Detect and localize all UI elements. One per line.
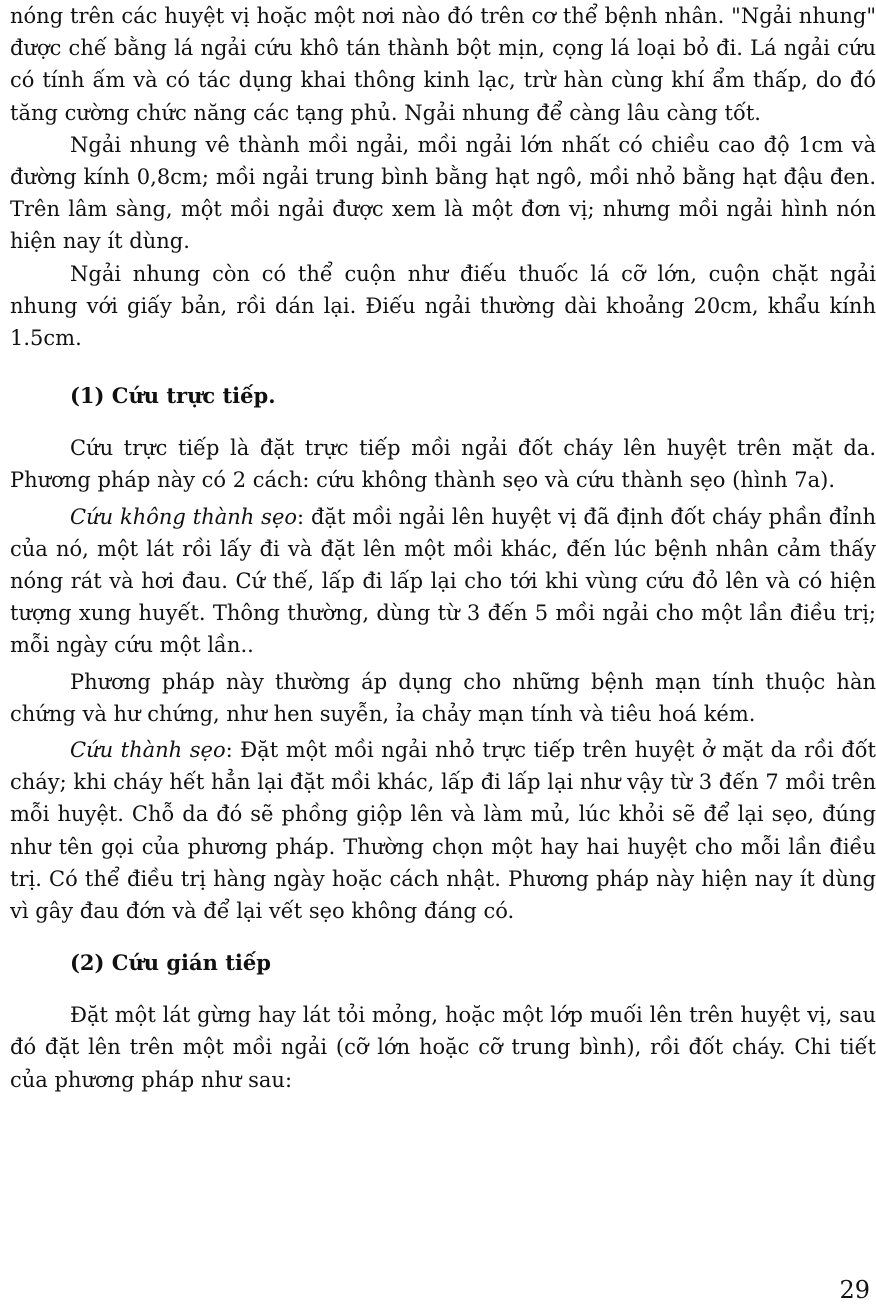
paragraph-dieu-ngai: Ngải nhung còn có thể cuộn như điếu thuốc lá cỡ lớn, cuộn chặt ngải nhung với giấy bản, rồi dán lại. Điếu ngải thường dài khoảng 20cm, khẩu kính 1.5cm. bbox=[10, 261, 876, 351]
paragraph-ap-dung: Phương pháp này thường áp dụng cho những bệnh mạn tính thuộc hàn chứng và hư chứng, như hen suyễn, ỉa chảy mạn tính và tiêu hoá kém. bbox=[10, 669, 876, 726]
heading-cuu-gian-tiep: (2) Cứu gián tiếp bbox=[70, 950, 271, 976]
paragraph-ngai-nhung-intro: nóng trên các huyệt vị hoặc một nơi nào đó trên cơ thể bệnh nhân. "Ngải nhung" được chế bằng lá ngải cứu khô tán thành bột mịn, cọng lá loại bỏ đi. Lá ngải cứu có tính ấm và có tác dụng khai thông kinh lạc, trừ hàn cùng khí ẩm thấp, do đó tăng cường chức năng các tạng phủ. Ngải nhung để càng lâu càng tốt. bbox=[10, 4, 876, 125]
heading-cuu-truc-tiep: (1) Cứu trực tiếp. bbox=[70, 383, 276, 409]
page-number: 29 bbox=[839, 1276, 870, 1304]
term-cuu-khong-thanh-seo: Cứu không thành sẹo bbox=[70, 504, 298, 529]
paragraph-moi-ngai: Ngải nhung vê thành mồi ngải, mồi ngải lớn nhất có chiều cao độ 1cm và đường kính 0,8cm; mồi ngải trung bình bằng hạt ngô, mồi nhỏ bằng hạt đậu đen. Trên lâm sàng, một mồi ngải được xem là một đơn vị; nhưng mồi ngải hình nón hiện nay ít dùng. bbox=[10, 132, 876, 254]
paragraph-cuu-gian-tiep: Đặt một lát gừng hay lát tỏi mỏng, hoặc một lớp muối lên trên huyệt vị, sau đó đặt lên trên một mồi ngải (cỡ lớn hoặc cỡ trung bình), rồi đốt cháy. Chi tiết của phương pháp như sau: bbox=[10, 1003, 876, 1092]
paragraph-cuu-khong-thanh-seo bbox=[10, 501, 876, 662]
term-cuu-thanh-seo: Cứu thành sẹo bbox=[70, 738, 226, 763]
text-cuu-khong-thanh-seo: : đặt mồi ngải lên huyệt vị đã định đốt cháy phần đỉnh của nó, một lát rồi lấy đi và đặt lên một mồi khác, đến lúc bệnh nhân cảm thấy nóng rát và hơi đau. Cứ thế, lấp đi lấp lại cho tới khi vùng cứu đỏ lên và có hiện tượng xung huyết. Thông thường, dùng từ 3 đến 5 mồi ngải cho một lần điều trị; mỗi ngày cứu một lần.. bbox=[10, 504, 876, 658]
paragraph-cuu-thanh-seo bbox=[10, 734, 876, 927]
text-cuu-thanh-seo: : Đặt một mồi ngải nhỏ trực tiếp trên huyệt ở mặt da rồi đốt cháy; khi cháy hết hẳn lại đặt mồi khác, lấp đi lấp lại như vậy từ 3 đến 7 mồi trên mỗi huyệt. Chỗ da đó sẽ phồng giộp lên và làm mủ, lúc khỏi sẽ để lại sẹo, đúng như tên gọi của phương pháp. Thường chọn một hay hai huyệt cho mỗi lần điều trị. Có thể điều trị hàng ngày hoặc cách nhật. Phương pháp này hiện nay ít dùng vì gây đau đớn và để lại vết sẹo không đáng có. bbox=[10, 738, 876, 924]
paragraph-cuu-truc-tiep: Cứu trực tiếp là đặt trực tiếp mồi ngải đốt cháy lên huyệt trên mặt da. Phương pháp này có 2 cách: cứu không thành sẹo và cứu thành sẹo (hình 7a). bbox=[10, 436, 876, 493]
document-page bbox=[10, 0, 876, 1306]
